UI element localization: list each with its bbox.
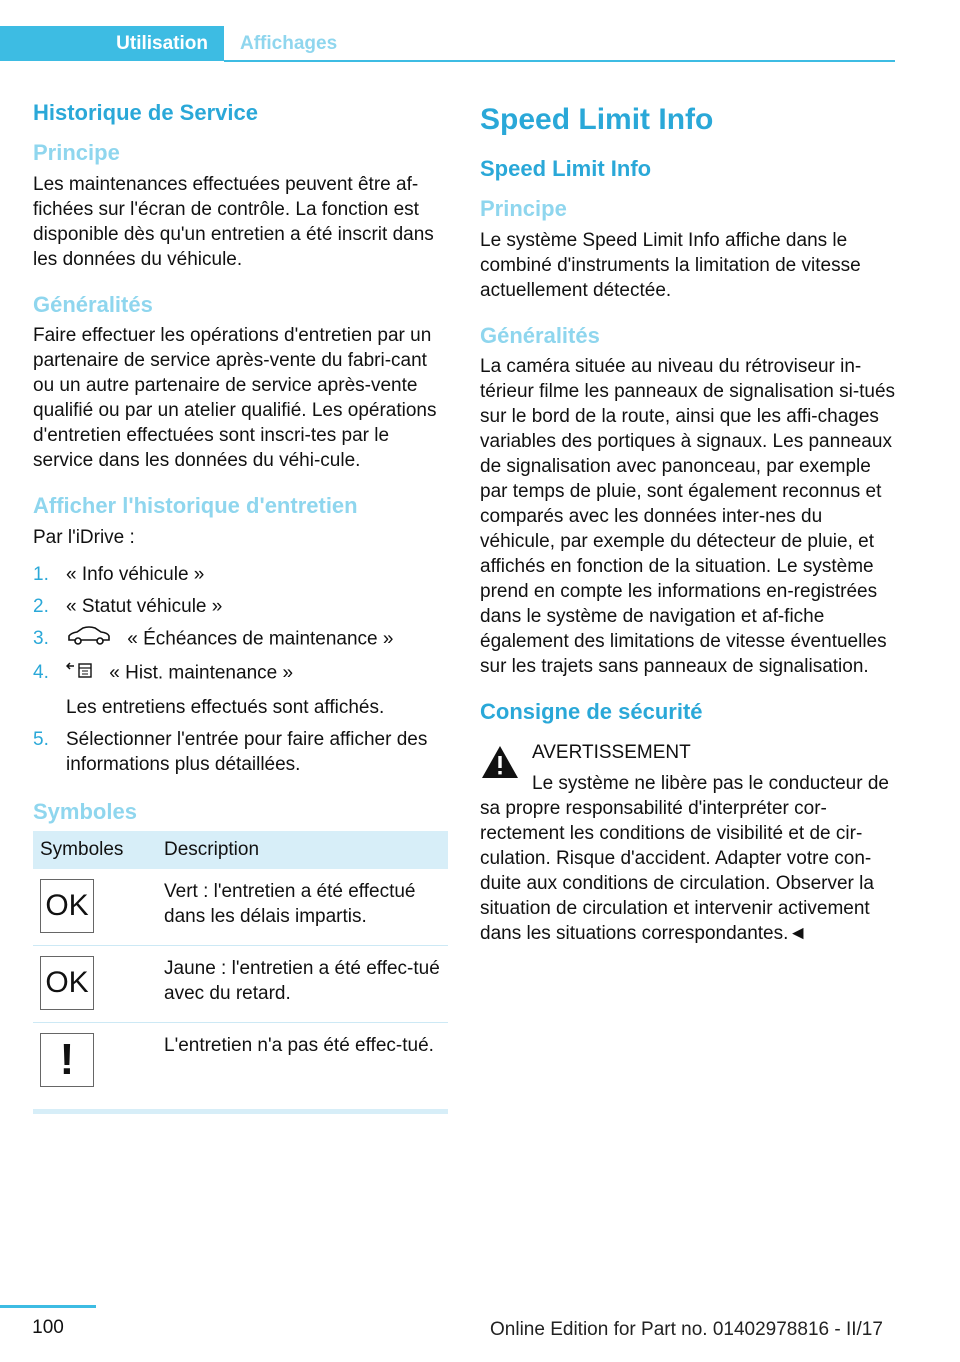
generalites-text: Faire effectuer les opérations d'entretien par un partenaire de service après-vente du fabri-cant ou un autre partenaire de service après-vente qualifié ou par un atelier qualifié. Les opérations d'entretien effectuées sont inscri-tes par le service dans les données du véhi-cule.	[33, 325, 437, 472]
right-column	[480, 100, 898, 946]
table-header-description: Description	[157, 831, 448, 869]
step-text: « Hist. maintenance »	[109, 662, 294, 684]
principe-text-right: Le système Speed Limit Info affiche dans le combiné d'instruments la limitation de vitesse actuellement détectée.	[480, 229, 861, 301]
steps-list	[33, 562, 448, 777]
exclamation-icon: !	[40, 1033, 94, 1087]
list-item	[33, 626, 448, 653]
table-cell-description: Jaune : l'entretien a été effec-tué avec du retard.	[157, 945, 448, 1022]
wrench-calendar-icon	[66, 660, 94, 687]
afficher-intro: Par l'iDrive :	[33, 526, 135, 548]
step-text: « Info véhicule »	[66, 563, 205, 585]
list-item	[33, 562, 448, 587]
list-item	[33, 594, 448, 619]
tab-utilisation[interactable]: Utilisation	[0, 26, 224, 61]
left-column	[33, 100, 448, 1114]
heading-principe-right: Principe	[480, 196, 567, 222]
warning-text: Le système ne libère pas le conducteur de sa propre responsabilité d'interpréter cor-rectement les conditions de visibilité et de cir-culation. Risque d'accident. Adapter votre con-duite aux conditions de circulation. Observer la situation de circulation et intervenir activement dans les situations correspondantes.◄	[480, 772, 889, 944]
step-text: « Statut véhicule »	[66, 595, 223, 617]
step-text: « Échéances de maintenance »	[127, 628, 394, 650]
heading-generalites: Généralités	[33, 291, 153, 317]
footer-line	[0, 1305, 96, 1308]
warning-title: AVERTISSEMENT	[532, 741, 691, 763]
heading-consigne-securite: Consigne de sécurité	[480, 699, 703, 725]
step-number: 4.	[33, 661, 49, 683]
warning-block	[480, 740, 898, 946]
step-number: 1.	[33, 563, 49, 585]
table-cell-description: Vert : l'entretien a été effectué dans les délais impartis.	[157, 869, 448, 946]
car-icon	[66, 626, 112, 653]
table-header-symboles: Symboles	[33, 831, 157, 869]
table-row	[33, 945, 448, 1022]
header-tabbar	[0, 26, 895, 62]
section-title-historique: Historique de Service	[33, 100, 258, 125]
ok-yellow-icon: OK	[40, 956, 94, 1010]
step-text: Sélectionner l'entrée pour faire afficher des informations plus détaillées.	[66, 728, 428, 775]
heading-generalites-right: Généralités	[480, 322, 600, 348]
page-number: 100	[32, 1317, 64, 1338]
step-subtext: Les entretiens effectués sont affichés.	[66, 696, 385, 718]
symbols-table	[33, 831, 448, 1114]
tab-underline	[224, 60, 895, 62]
heading-principe: Principe	[33, 140, 120, 166]
edition-text: Online Edition for Part no. 01402978816 - II/17	[490, 1319, 883, 1340]
heading-afficher-historique: Afficher l'historique d'entretien	[33, 493, 358, 519]
table-row	[33, 1022, 448, 1111]
list-item	[33, 660, 448, 720]
section-title-speed-limit: Speed Limit Info	[480, 103, 714, 136]
step-number: 5.	[33, 728, 49, 750]
heading-symboles: Symboles	[33, 798, 137, 824]
warning-triangle-icon	[480, 744, 520, 787]
subtitle-speed-limit: Speed Limit Info	[480, 156, 652, 181]
principe-text: Les maintenances effectuées peuvent être af-fichées sur l'écran de contrôle. La fonction est disponible dès qu'un entretien a été inscrit dans les données du véhicule.	[33, 173, 434, 270]
table-row	[33, 869, 448, 946]
step-number: 2.	[33, 595, 49, 617]
ok-green-icon: OK	[40, 879, 94, 933]
step-number: 3.	[33, 627, 49, 649]
generalites-text-right: La caméra située au niveau du rétroviseur in-térieur filme les panneaux de signalisation si-tués sur le bord de la route, ainsi que les affi-chages variables des portiques à signaux. Les panneaux de signalisation avec panonceau, par exemple par temps de pluie, sont également reconnus et comparés avec les données inter-nes du véhicule, par exemple du détecteur de pluie, et affichés en fonction de la situation. Le système prend en compte les informations en-registrées dans le système de navigation et af-fiche également des limitations de vitesse éventuelles sur les trajets sans panneaux de signalisation.	[480, 356, 896, 678]
table-cell-description: L'entretien n'a pas été effec-tué.	[157, 1022, 448, 1111]
tab-affichages[interactable]: Affichages	[240, 32, 338, 54]
list-item	[33, 727, 448, 777]
